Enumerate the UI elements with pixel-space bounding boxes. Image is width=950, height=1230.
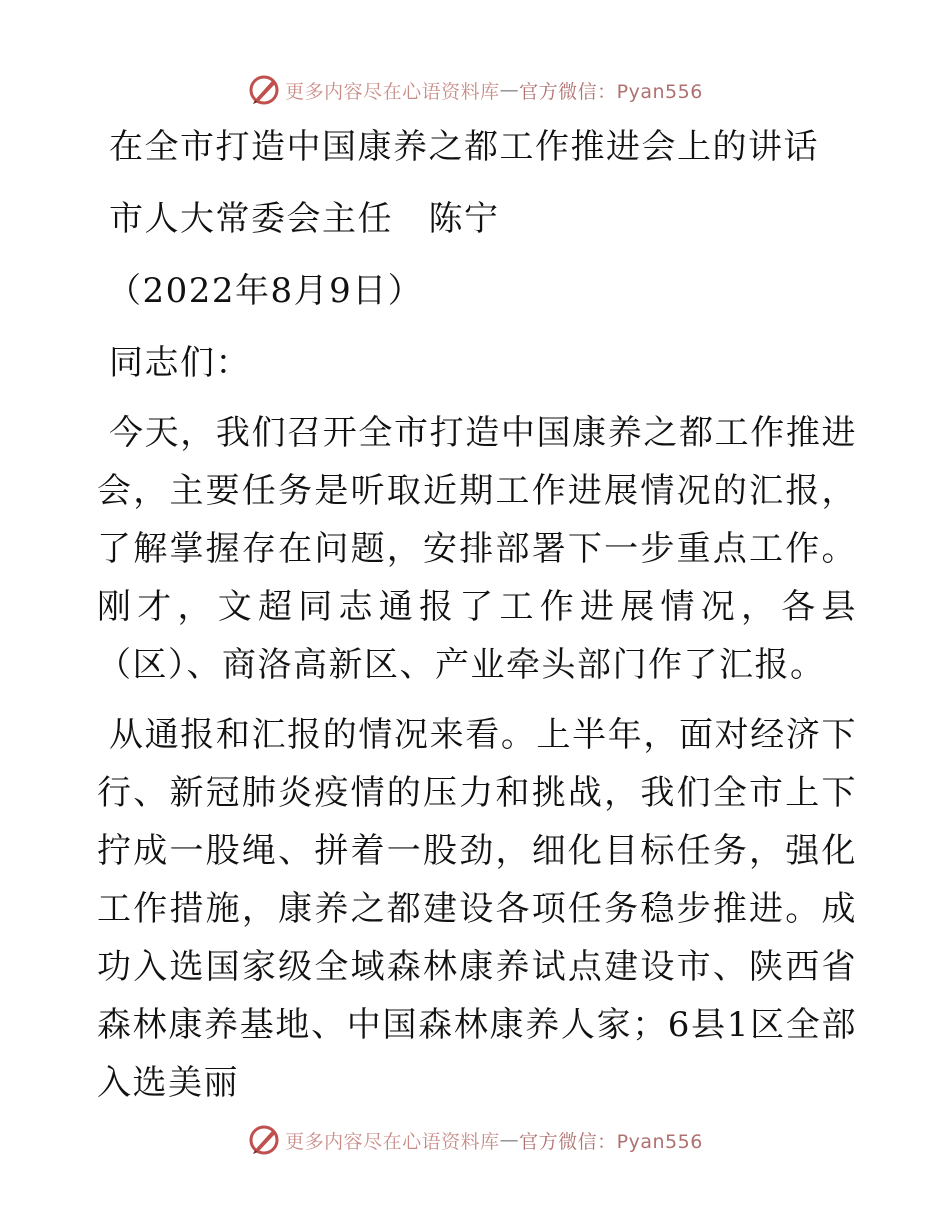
watermark-separator: — (499, 1129, 520, 1151)
watermark-separator: — (499, 79, 520, 101)
paragraph: 从通报和汇报的情况来看。上半年，面对经济下行、新冠肺炎疫情的压力和挑战，我们全市上下拧成一股绳、拼着一股劲，细化目标任务，强化工作措施，康养之都建设各项任务稳步推进。成功入选国家级全域森林康养试点建设市、陕西省森林康养基地、中国森林康养人家；6县1区全部入选美丽 (97, 715, 857, 1103)
header-watermark (0, 70, 950, 110)
footer-watermark (0, 1120, 950, 1160)
document-title: 在全市打造中国康养之都工作推进会上的讲话 (109, 127, 819, 167)
pen-logo-icon (247, 73, 281, 107)
watermark-account-text: 官方微信：Pyan556 (519, 1130, 703, 1153)
document-author: 市人大常委会主任 陈宁 (109, 199, 500, 239)
document-body (97, 118, 857, 1124)
watermark-main-text: 更多内容尽在心语资料库 (285, 1130, 500, 1153)
pen-logo-icon (247, 1123, 281, 1157)
watermark-account-text: 官方微信：Pyan556 (519, 80, 703, 103)
document-greeting: 同志们： (109, 343, 251, 383)
document-date: （2022年8月9日） (107, 271, 424, 311)
paragraph: 今天，我们召开全市打造中国康养之都工作推进会，主要任务是听取近期工作进展情况的汇报，了解掌握存在问题，安排部署下一步重点工作。刚才，文超同志通报了工作进展情况，各县（区）、商洛高新区、产业牵头部门作了汇报。 (97, 413, 857, 685)
watermark-main-text: 更多内容尽在心语资料库 (285, 80, 500, 103)
